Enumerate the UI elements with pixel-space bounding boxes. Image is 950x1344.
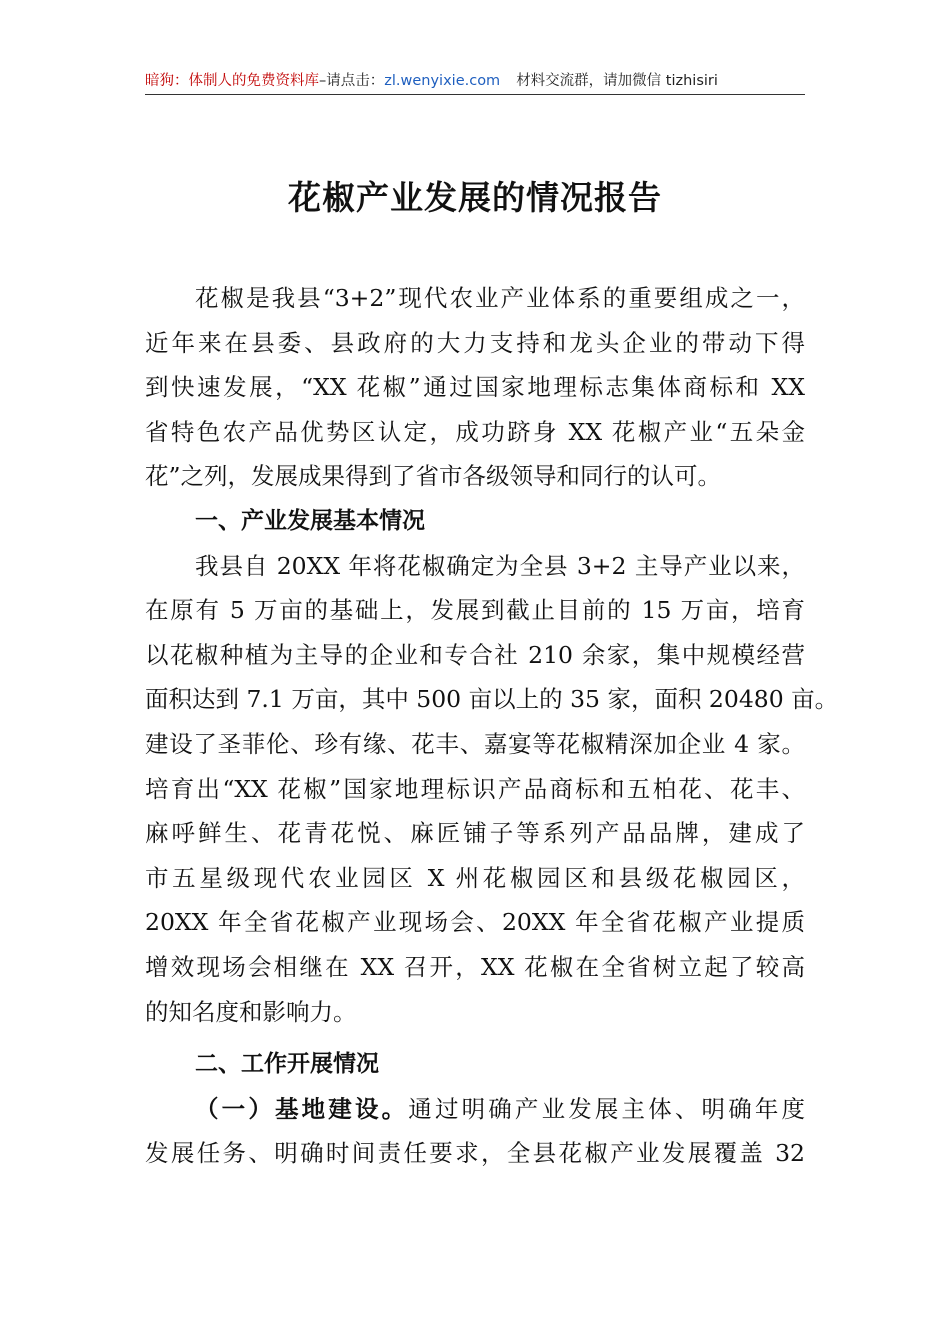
- section1-line: 建设了圣菲伦、珍有缘、花丰、嘉宴等花椒精深加企业 4 家。: [145, 729, 805, 758]
- header-group-note: 材料交流群，请加微信 tizhisiri: [516, 73, 718, 89]
- subsection-first-text: 通过明确产业发展主体、明确年度: [408, 1094, 806, 1123]
- section-heading-2: 二、工作开展情况: [195, 1051, 379, 1078]
- header-separator: –请点击：: [319, 73, 385, 89]
- subsection-lead: （一）基地建设。: [195, 1094, 409, 1123]
- document-title: 花椒产业发展的情况报告: [288, 178, 662, 217]
- section-heading-1: 一、产业发展基本情况: [195, 507, 425, 534]
- section1-line: 面积达到 7.1 万亩，其中 500 亩以上的 35 家，面积 20480 亩。: [145, 685, 839, 714]
- intro-line: 省特色农产品优势区认定，成功跻身 XX 花椒产业“五朵金: [145, 417, 805, 446]
- intro-line: 到快速发展，“XX 花椒”通过国家地理标志集体商标和 XX: [145, 373, 805, 402]
- section1-line: 以花椒种植为主导的企业和专合社 210 余家，集中规模经营: [145, 640, 805, 669]
- intro-line: 花椒是我县“3+2”现代农业产业体系的重要组成之一，: [195, 284, 805, 312]
- page-header: [145, 68, 805, 94]
- section2-line: [145, 1087, 805, 1132]
- header-link[interactable]: zl.wenyixie.com: [384, 73, 501, 89]
- section1-line: 的知名度和影响力。: [145, 997, 357, 1026]
- section-gap: [145, 1034, 805, 1042]
- section1-line: 我县自 20XX 年将花椒确定为全县 3+2 主导产业以来，: [195, 551, 805, 580]
- intro-line: 花”之列，发展成果得到了省市各级领导和同行的认可。: [145, 462, 722, 491]
- section1-line: 20XX 年全省花椒产业现场会、20XX 年全省花椒产业提质: [145, 908, 805, 937]
- document-body: [145, 276, 839, 1176]
- header-divider: [145, 94, 805, 95]
- section2-line: 发展任务、明确时间责任要求，全县花椒产业发展覆盖 32: [145, 1139, 805, 1168]
- header-brand: 暗狗：体制人的免费资料库: [145, 73, 319, 89]
- section1-line: 麻呼鲜生、花青花悦、麻匠铺子等系列产品品牌，建成了: [145, 819, 805, 848]
- section1-line: 增效现场会相继在 XX 召开，XX 花椒在全省树立起了较高: [145, 952, 805, 981]
- section1-line: 市五星级现代农业园区 X 州花椒园区和县级花椒园区，: [145, 863, 805, 892]
- intro-line: 近年来在县委、县政府的大力支持和龙头企业的带动下得: [145, 328, 805, 357]
- section1-line: 在原有 5 万亩的基础上，发展到截止目前的 15 万亩，培育: [145, 596, 805, 625]
- section1-line: 培育出“XX 花椒”国家地理标识产品商标和五柏花、花丰、: [145, 774, 805, 803]
